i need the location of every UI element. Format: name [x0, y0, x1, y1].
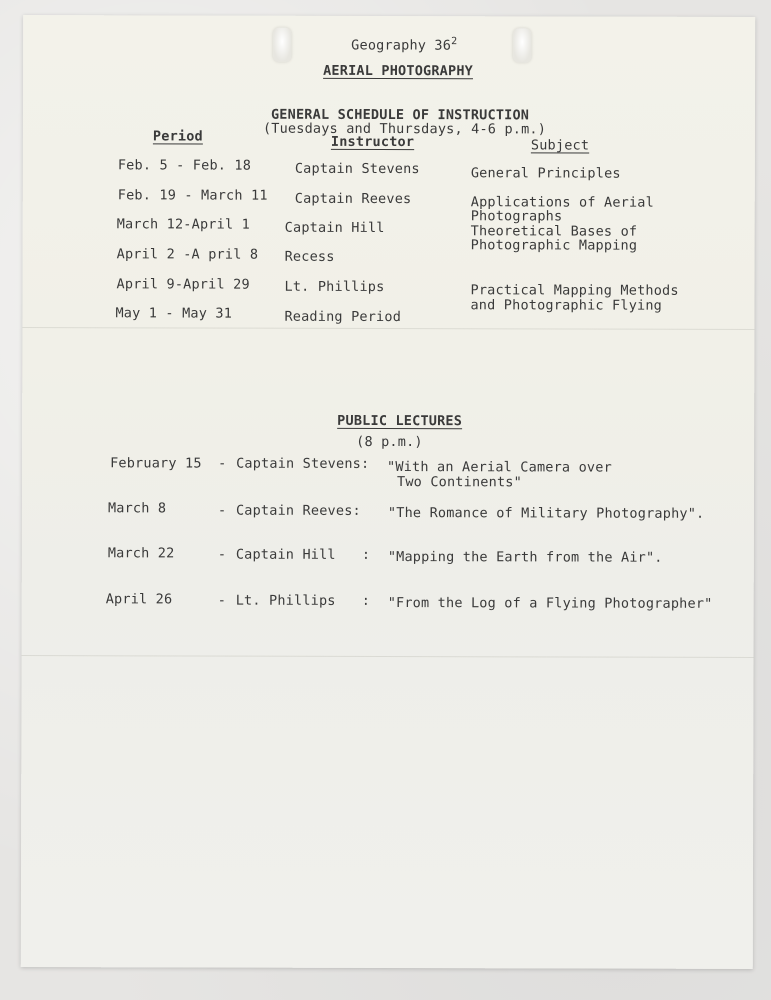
column-header-subject: Subject	[530, 137, 590, 154]
instructor-cell: Captain Reeves	[294, 190, 412, 208]
schedule-heading: GENERAL SCHEDULE OF INSTRUCTION	[270, 106, 530, 124]
column-header-instructor: Instructor	[330, 133, 415, 151]
lecture-speaker: Captain Hill	[235, 546, 336, 563]
lecture-speaker: Captain Stevens:	[236, 455, 370, 472]
subject-cell: General Principles	[470, 165, 621, 182]
lecture-date: March 8	[107, 500, 167, 517]
period-cell: April 2 -A pril 8	[116, 246, 259, 263]
schedule-subheading: (Tuesdays and Thursdays, 4-6 p.m.)	[262, 120, 547, 138]
period-cell: April 9-April 29	[116, 276, 250, 293]
lecture-separator: -	[218, 455, 227, 472]
subject-cell: and Photographic Flying	[470, 297, 663, 314]
lectures-time: (8 p.m.)	[356, 433, 423, 451]
document-title: AERIAL PHOTOGRAPHY	[323, 62, 474, 80]
subject-cell: Applications of Aerial	[470, 194, 654, 211]
lecture-date: April 26	[105, 591, 173, 608]
lecture-separator: -	[217, 502, 227, 519]
instructor-cell: Captain Hill	[284, 219, 385, 236]
lecture-separator: -	[217, 592, 227, 609]
lecture-speaker: Lt. Phillips	[235, 592, 336, 609]
lecture-speaker: Captain Reeves:	[235, 502, 361, 519]
tape-mark	[513, 28, 531, 62]
lecture-title: "From the Log of a Flying Photographer"	[387, 594, 713, 612]
course-number: Geography $36^2$	[351, 36, 458, 54]
tape-mark	[273, 28, 291, 62]
period-cell: Feb. 19 - March 11	[117, 187, 268, 204]
instructor-cell: Lt. Phillips	[284, 278, 385, 295]
course-superscript: 2	[451, 36, 458, 48]
lecture-title: "With an Aerial Camera over	[387, 458, 612, 476]
lecture-title-continued: Two Continents"	[397, 474, 522, 491]
lecture-date: March 22	[107, 545, 175, 562]
subject-cell: Practical Mapping Methods	[470, 282, 679, 299]
paper-sheet	[21, 15, 755, 969]
lecture-date: February 15	[110, 455, 202, 472]
lecture-colon: :	[361, 546, 371, 563]
column-header-period: Period	[152, 128, 203, 145]
fold-line	[22, 327, 754, 330]
instructor-cell: Recess	[284, 248, 335, 265]
instructor-cell: Reading Period	[284, 308, 402, 326]
lecture-title: "The Romance of Military Photography".	[387, 504, 705, 522]
period-cell: May 1 - May 31	[115, 305, 233, 322]
fold-line	[22, 655, 754, 658]
subject-cell: Photographs	[470, 208, 563, 225]
period-cell: Feb. 5 - Feb. 18	[117, 157, 252, 174]
period-cell: March 12-April 1	[116, 216, 250, 233]
lecture-separator: -	[217, 546, 227, 563]
instructor-cell: Captain Stevens	[294, 160, 420, 178]
subject-cell: Photographic Mapping	[470, 237, 638, 254]
subject-cell: Theoretical Bases of	[470, 223, 638, 240]
lectures-heading: PUBLIC LECTURES	[337, 412, 463, 430]
lecture-title: "Mapping the Earth from the Air".	[387, 548, 663, 566]
lecture-colon: :	[361, 592, 371, 609]
